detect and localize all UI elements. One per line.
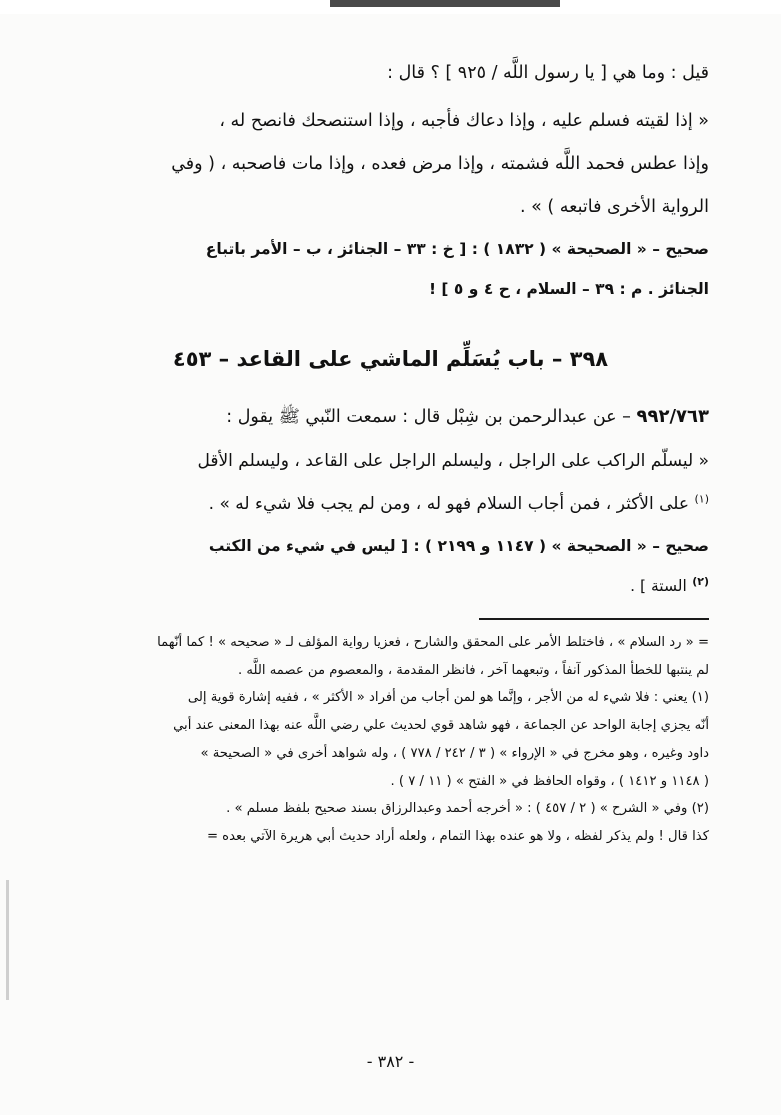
hadith-isnad-line [72,399,709,434]
footnote-1-line-2: أنّه يجزي إجابة الواحد عن الجماعة ، فهو شاهد قوي لحديث علي رضي اللَّه عنه بهذا المعنى عند أبي [173,718,709,734]
grading2-line-1: صحيح – « الصحيحة » ( ١١٤٧ و ٢١٩٩ ) : [ ليس في شيء من الكتب [208,537,709,556]
hadith-footnote-marker: (١) [694,492,709,506]
page-content [72,56,709,1055]
footnote-continued-line-1: = « رد السلام » ، فاختلط الأمر على المحقق والشارح ، فعزيا رواية المؤلف لـ « صحيحه » ! كما أنّهما [157,634,709,650]
hadith-text-line-1: « ليسلّم الراكب على الراجل ، وليسلم الراجل على القاعد ، وليسلم الأقل [197,450,709,471]
opening-line: قيل : وما هي [ يا رسول اللَّه / ٩٢٥ ] ؟ قال : [387,63,709,83]
footnote-1-line-4: ( ١١٤٨ و ١٤١٢ ) ، وقواه الحافظ في « الفتح » ( ١١ / ٧ ) . [390,773,709,789]
footnote-divider [479,618,709,620]
isnad-text: – عن عبدالرحمن بن شِبْل قال : سمعت النّبي ﷺ يقول : [226,407,631,428]
hadith-quote-line-1: « إذا لقيته فسلم عليه ، وإذا دعاك فأجبه ، وإذا استنصحك فانصح له ، [219,111,709,132]
scan-edge-mark [6,880,9,1000]
footnotes-section [72,630,709,850]
page-number: - ٣٨٢ - [366,1052,415,1071]
hadith-text-2: على الأكثر ، فمن أجاب السلام فهو له ، ومن لم يجب فلا شيء له » . [208,494,690,515]
footnote-1-line-3: داود وغيره ، وهو مخرج في « الإرواء » ( ٣ / ٢٤٢ / ٧٧٨ ) ، وله شواهد أخرى في « الصحيحة » [200,745,709,761]
footnote-continued-line-2: لم ينتبها للخطأ المذكور آنفاً ، وتبعهما آخر ، فانظر المقدمة ، والمعصوم من عصمه اللَّه . [238,662,709,678]
grading2-footnote-marker: (٢) [692,575,709,589]
grading2-text-2: الستة ] . [630,577,687,596]
chapter-heading: ٣٩٨ – باب يُسَلِّم الماشي على القاعد – ٤٥٣ [172,346,609,371]
hadith-number: ٩٩٢/٧٦٣ [636,406,709,428]
grading-line-2: الجنائز . م : ٣٩ – السلام ، ح ٤ و ٥ ] ! [428,279,709,298]
grading2-line-2 [72,571,709,602]
scan-top-edge [0,0,781,14]
footnote-2-line-2: كذا قال ! ولم يذكر لفظه ، ولا هو عنده بهذا التمام ، ولعله أراد حديث أبي هريرة الآتي بعده = [206,829,709,845]
footnote-1-line-1: (١) يعني : فلا شيء له من الأجر ، وإنَّما هو لمن أجاب من أفراد « الأكثر » ، ففيه إشارة قوية إلى [187,690,709,706]
grading-line-1: صحيح – « الصحيحة » ( ١٨٣٢ ) : [ خ : ٣٣ – الجنائز ، ب – الأمر باتباع [205,239,709,258]
hadith-quote-line-3: الرواية الأخرى فاتبعه ) » . [519,197,709,218]
hadith-quote-line-2: وإذا عطس فحمد اللَّه فشمته ، وإذا مرض فعده ، وإذا مات فاصحبه ، ( وفي [171,154,709,175]
hadith-text-line-2 [72,487,709,522]
footnote-2-line-1: (٢) وفي « الشرح » ( ٢ / ٤٥٧ ) : « أخرجه أحمد وعبدالرزاق بسند صحيح بلفظ مسلم » . [226,801,709,817]
